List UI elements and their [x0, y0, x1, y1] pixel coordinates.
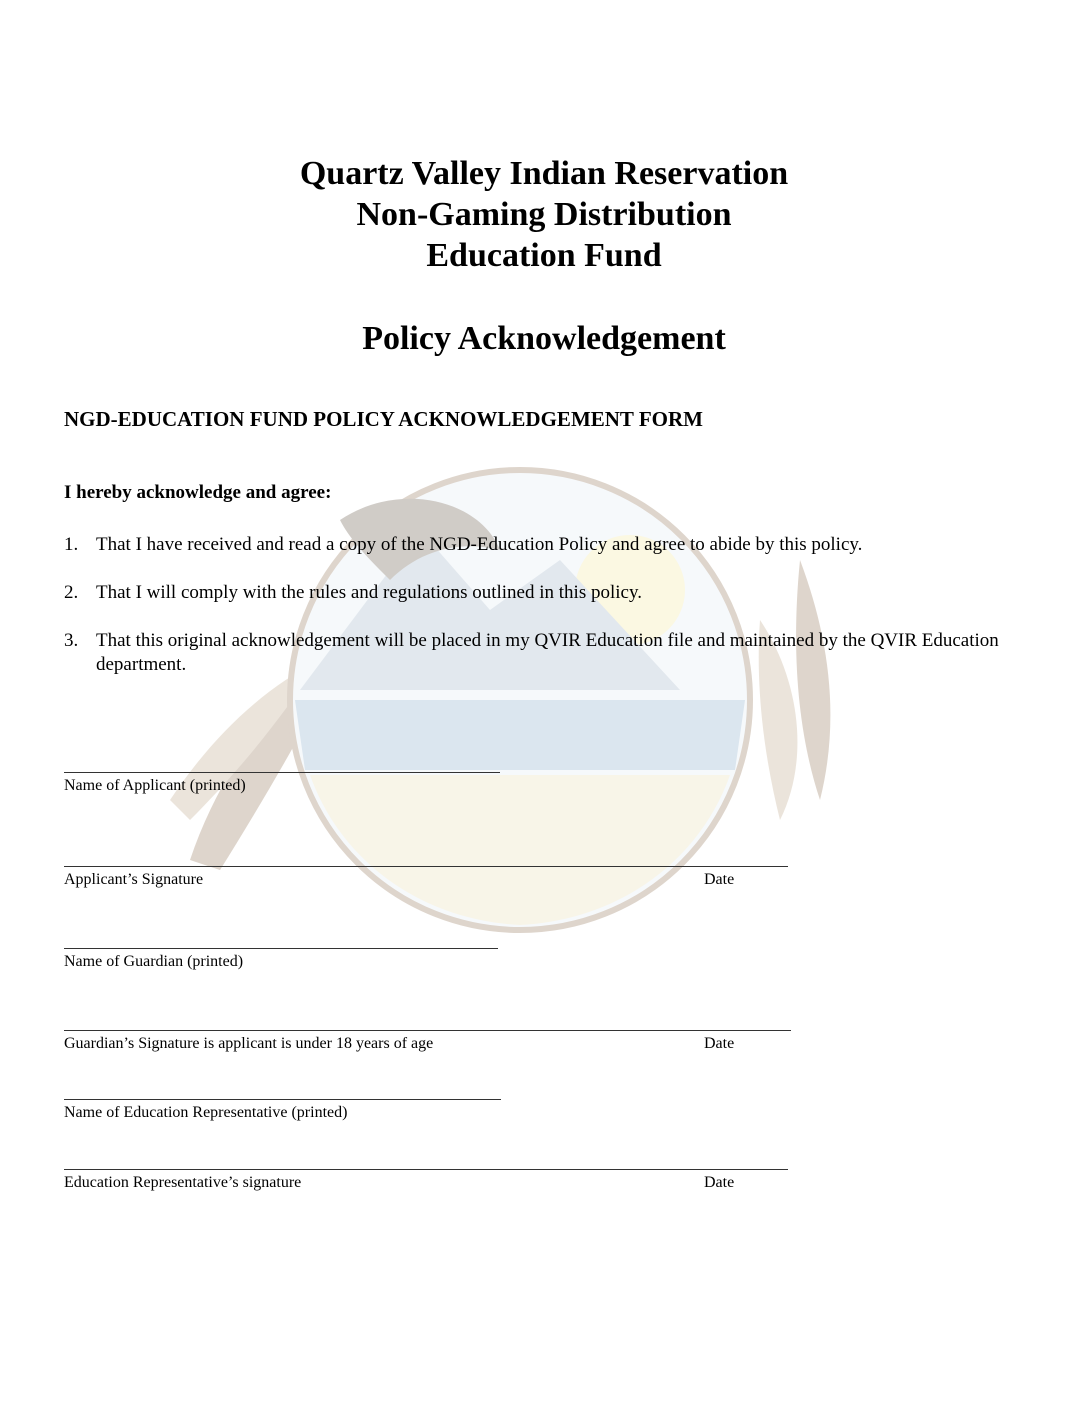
applicant-name-label: Name of Applicant (printed): [64, 777, 246, 794]
seal-land: [310, 775, 730, 925]
policy-title: Policy Acknowledgement: [362, 320, 726, 357]
intro-statement: I hereby acknowledge and agree:: [64, 482, 332, 503]
rep-name-line[interactable]: [64, 1099, 501, 1100]
title-line-reservation: Quartz Valley Indian Reservation: [299, 155, 789, 192]
guardian-name-line[interactable]: [64, 948, 498, 949]
list-text: That I have received and read a copy of the NGD-Education Policy and agree to abide by this policy.: [96, 534, 863, 555]
rep-name-field[interactable]: [64, 1099, 501, 1124]
document-title: [0, 153, 1088, 276]
applicant-signature-field[interactable]: [64, 866, 788, 891]
guardian-name-label: Name of Guardian (printed): [64, 953, 244, 970]
applicant-signature-label: Applicant’s Signature: [64, 871, 204, 888]
applicant-date-label: Date: [704, 871, 735, 888]
applicant-signature-line[interactable]: [64, 866, 788, 867]
seal-water: [295, 700, 745, 770]
list-item: [64, 581, 1034, 605]
rep-signature-field[interactable]: [64, 1169, 788, 1194]
form-heading: NGD-EDUCATION FUND POLICY ACKNOWLEDGEMENT FORM: [64, 407, 703, 431]
title-line-fund: Education Fund: [426, 237, 662, 274]
title-line-distribution: Non-Gaming Distribution: [356, 196, 732, 233]
list-item: [64, 533, 1034, 557]
guardian-signature-line[interactable]: [64, 1030, 791, 1031]
list-number: 1.: [64, 534, 79, 555]
guardian-signature-field[interactable]: [64, 1030, 791, 1055]
list-text: That this original acknowledgement will be placed in my QVIR Education file and maintained by the QVIR Education department.: [96, 630, 999, 675]
rep-signature-line[interactable]: [64, 1169, 788, 1170]
acknowledgement-list: [64, 533, 1034, 701]
rep-name-label: Name of Education Representative (printed): [64, 1104, 348, 1121]
guardian-date-label: Date: [704, 1035, 735, 1052]
list-number: 2.: [64, 582, 79, 603]
rep-date-label: Date: [704, 1174, 735, 1191]
guardian-signature-label: Guardian’s Signature is applicant is under 18 years of age: [64, 1035, 434, 1052]
guardian-name-field[interactable]: [64, 948, 498, 973]
applicant-name-field[interactable]: [64, 772, 500, 797]
list-item: [64, 629, 1034, 677]
list-text: That I will comply with the rules and regulations outlined in this policy.: [96, 582, 642, 603]
applicant-name-line[interactable]: [64, 772, 500, 773]
list-number: 3.: [64, 630, 79, 651]
rep-signature-label: Education Representative’s signature: [64, 1174, 302, 1191]
